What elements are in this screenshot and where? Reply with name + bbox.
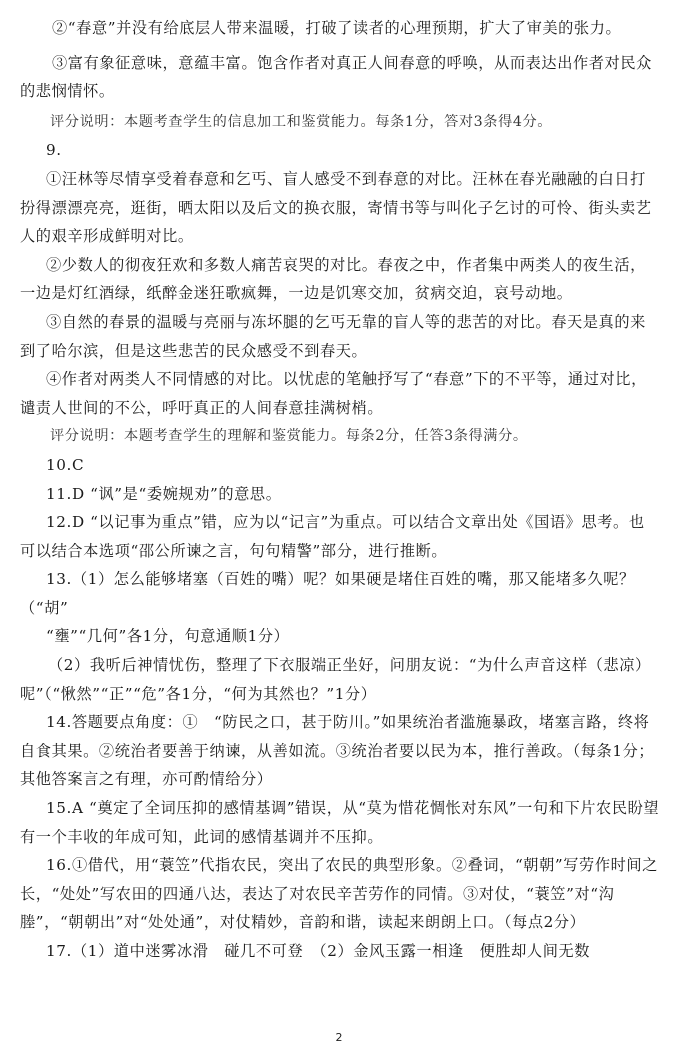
answer-9-point-4: ④作者对两类人不同情感的对比。以忧虑的笔触抒写了“春意”下的不平等，通过对比，谴责人世间的不公，呼吁真正的人间春意挂满树梢。 — [20, 370, 647, 417]
answer-9-point-3: ③自然的春景的温暖与亮丽与冻坏腿的乞丐无靠的盲人等的悲苦的对比。春天是真的来到了哈尔滨，但是这些悲苦的民众感受不到春天。 — [20, 312, 646, 360]
answer-16: 16.①借代，用“蓑笠”代指农民，突出了农民的典型形象。②叠词，“朝朝”写劳作时间之长，“处处”写农田的四通八达，表达了对农民辛苦劳作的同情。③对仗，“蓑笠”对“沟塍”，“朝朝出”对“处处通”，对仗精妙，音韵和谐，读起来朗朗上口。（每点2分） — [20, 856, 658, 932]
answer-14: 14.答题要点角度：① “防民之口，甚于防川。”如果统治者滥施暴政，堵塞言路，终将自食其果。②统治者要善于纳谏，从善如流。③统治者要以民为本，推行善政。（每条1分；其他答案言之有理，亦可酌情给分） — [20, 713, 655, 789]
answer-17: 17.（1）道中迷雾冰滑 碰几不可登 （2）金风玉露一相逢 便胜却人间无数 — [46, 942, 591, 960]
question-9-number: 9. — [46, 141, 62, 160]
page-number: 2 — [335, 1031, 343, 1044]
scoring-note-8: 评分说明：本题考查学生的信息加工和鉴赏能力。每条1分，答对3条得4分。 — [50, 113, 553, 130]
answer-10: 10.C — [46, 455, 85, 474]
answer-13-part-1: 13.（1）怎么能够堵塞（百姓的嘴）呢？如果硬是堵住百姓的嘴，那又能堵多久呢？（“胡” — [20, 570, 635, 617]
answer-13-part-1-scoring: “壅”“几何”各1分，句意通顺1分） — [46, 627, 290, 646]
answer-9-point-1: ①汪林等尽情享受着春意和乞丐、盲人感受不到春意的对比。汪林在春光融融的白日打扮得漂漂亮亮，逛街，晒太阳以及后文的换衣服，寄情书等与叫化子乞讨的可怜、街头卖艺人的艰辛形成鲜明对比。 — [20, 169, 652, 246]
answer-12: 12.D “以记事为重点”错，应为以“记言”为重点。可以结合文章出处《国语》思考。也可以结合本选项“邵公所谏之言，句句精警”部分，进行推断。 — [20, 513, 645, 560]
answer-15: 15.A “奠定了全词压抑的感情基调”错误，从“莫为惜花惆怅对东风”一句和下片农民盼望有一个丰收的年成可知，此词的感情基调并不压抑。 — [20, 799, 660, 846]
answer-8-point-2: ②“春意”并没有给底层人带来温暖，打破了读者的心理预期，扩大了审美的张力。 — [52, 19, 622, 37]
scoring-note-9: 评分说明：本题考查学生的理解和鉴赏能力。每条2分，任答3条得满分。 — [50, 428, 528, 445]
answer-13-part-2: （2）我听后神情忧伤，整理了下衣服端正坐好，问朋友说：“为什么声音这样（悲凉）呢”（“愀然”“正”“危”各1分，“何为其然也？”1分） — [20, 656, 651, 703]
answer-11: 11.D “讽”是“委婉规劝”的意思。 — [46, 484, 282, 503]
answer-document — [20, 14, 660, 966]
answer-9-point-2: ②少数人的彻夜狂欢和多数人痛苦哀哭的对比。春夜之中，作者集中两类人的夜生活，一边是灯红酒绿，纸醉金迷狂歌疯舞，一边是饥寒交加，贫病交迫，哀号动地。 — [20, 255, 646, 303]
answer-8-point-3: ③富有象征意味，意蕴丰富。饱含作者对真正人间春意的呼唤，从而表达出作者对民众的悲悯情怀。 — [20, 53, 652, 101]
